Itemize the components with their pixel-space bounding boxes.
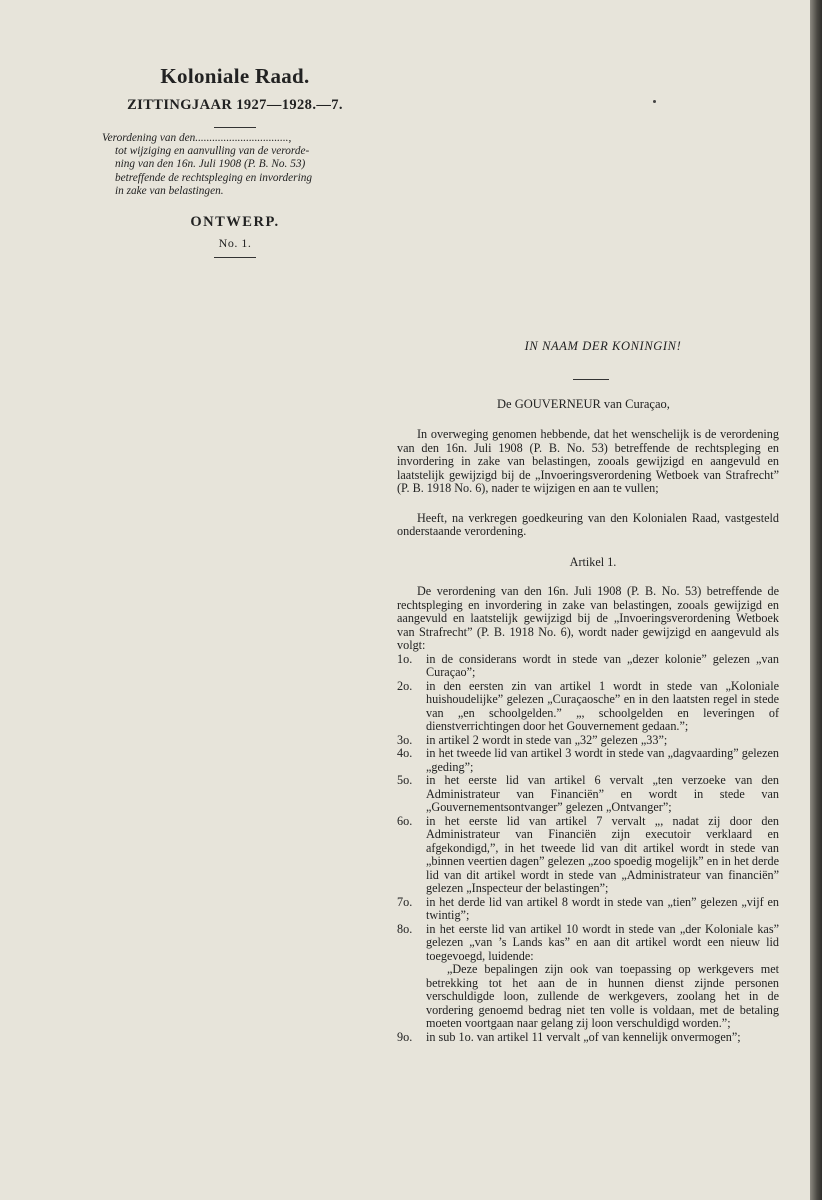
ordinance-text [397,340,779,1044]
article-heading: Artikel 1. [569,554,617,569]
quoted-provision-text: „Deze bepalingen zijn ook van toepassing op werkgevers met betrekking tot het aan de in hunnen dienst zijnde personen verschuldigde loon, zullende de werkgevers, zoolang het in de vordering genoemd bedrag niet ten volle is voldaan, met de betaling moeten voortgaan naar gelang zij loon verschuldigd worden.”; [426,962,780,1030]
list-item [397,653,779,680]
article-intro-text: De verordening van den 16n. Juli 1908 (P. B. No. 53) betreffende de rechtspleging en invordering in zake van belastingen, zooals gewijzigd en aangevuld en laatstelijk gewijzigd bij de „Invoeringsverordening Wetboek van Strafrecht” (P. B. 1918 No. 6), wordt nader gewijzigd en aangevuld als volgt: [397,584,779,652]
quoted-provision [426,963,779,1031]
preamble-text: In overweging genomen hebbende, dat het wenschelijk is de verordening van den 16n. Juli 1908 (P. B. No. 53) betreffende de rechtspleging en invordering in zake van belastingen, zooals gewijzigd en aangevuld en laatstelijk gewijzigd bij de „Invoeringsverordening Wetboek van Strafrecht” (P. B. 1918 No. 6), nader te wijzigen en aan te vullen; [397,427,779,495]
item-number: 7o. [397,894,413,909]
list-item [397,774,779,815]
document-number: No. 1. [218,236,252,251]
ink-speck [653,100,656,103]
divider [214,257,256,258]
item-text: in sub 1o. van artikel 11 vervalt „of van kennelijk onvermogen”; [426,1029,741,1044]
item-text: in het eerste lid van artikel 7 vervalt „, nadat zij door den Administrateur van Financiën zijn executoir verklaard en afgekondigd,”, in het tweede lid van dit artikel wordt in stede van „binnen veertien dagen” gelezen „zoo spoedig mogelijk” en in het derde lid van dit artikel wordt in stede van „Administrateur van financiën” gelezen „Inspecteur der belastingen”; [426,813,779,895]
ordinance-title [100,132,370,198]
list-item [397,734,779,748]
item-text: in artikel 2 wordt in stede van „32” gelezen „33”; [426,732,668,747]
article-intro [397,585,779,653]
item-number: 8o. [397,921,413,936]
royal-invocation: IN NAAM DER KONINGIN! [524,339,682,353]
item-text: in het eerste lid van artikel 6 vervalt „ten verzoeke van den Administrateur van Financiën” en wordt in stede van „Gouvernementsontvanger” gelezen „Ontvanger”; [426,773,779,814]
item-text [426,923,779,1031]
item-text: in de considerans wordt in stede van „dezer kolonie” gelezen „van Curaçao”; [426,651,779,679]
page-title: Koloniale Raad. [160,64,310,88]
list-item [397,747,779,774]
item-number: 3o. [397,732,413,747]
list-item [397,680,779,734]
item-number: 5o. [397,773,413,787]
list-item [397,815,779,896]
enactment-text: Heeft, na verkregen goedkeuring van den Kolonialen Raad, vastgesteld onderstaande verordening. [397,510,779,538]
header-block [100,60,370,258]
page-edge-shadow [810,0,822,1200]
item-number: 2o. [397,678,413,693]
preamble-paragraph [397,428,779,496]
list-item [397,1031,779,1045]
item-number: 1o. [397,651,413,666]
item-number: 9o. [397,1029,413,1044]
item-text: in het tweede lid van artikel 3 wordt in stede van „dagvaarding” gelezen „geding”; [426,746,779,774]
draft-heading: ONTWERP. [190,214,280,231]
list-item [397,896,779,923]
ordinance-line: tot wijziging en aanvulling van de verorde- [115,145,310,158]
item-text: in den eersten zin van artikel 1 wordt in stede van „Koloniale huishoudelijke” gelezen „Curaçaosche” en in den laatsten regel in stede van „en schoolgelden.” „, schoolgelden en leveringen of dienstverrichtingen door het Gouvernement gedaan.”; [426,678,779,733]
list-item [397,923,779,1031]
item-text: in het derde lid van artikel 8 wordt in stede van „tien” gelezen „vijf en twintig”; [426,894,779,922]
session-year: ZITTINGJAAR 1927—1928.—7. [127,97,343,113]
ordinance-line: ning van den 16n. Juli 1908 (P. B. No. 53) [115,158,306,171]
item-number: 4o. [397,746,413,760]
ordinance-line: betreffende de rechtspleging en invordering [115,171,313,184]
ordinance-line: Verordening van den................................., [102,132,292,144]
governor-line: De GOUVERNEUR van Curaçao, [497,396,670,411]
item-number: 6o. [397,813,413,828]
enactment-paragraph [397,512,779,539]
divider [573,379,609,380]
ordinance-line: in zake van belastingen. [115,184,224,197]
divider [214,127,256,128]
amendment-list [397,653,779,1045]
item-body: in het eerste lid van artikel 10 wordt in stede van „der Koloniale kas” gelezen „van ’s Lands kas” en aan dit artikel wordt een nieuw lid toegevoegd, luidende: [426,921,779,963]
